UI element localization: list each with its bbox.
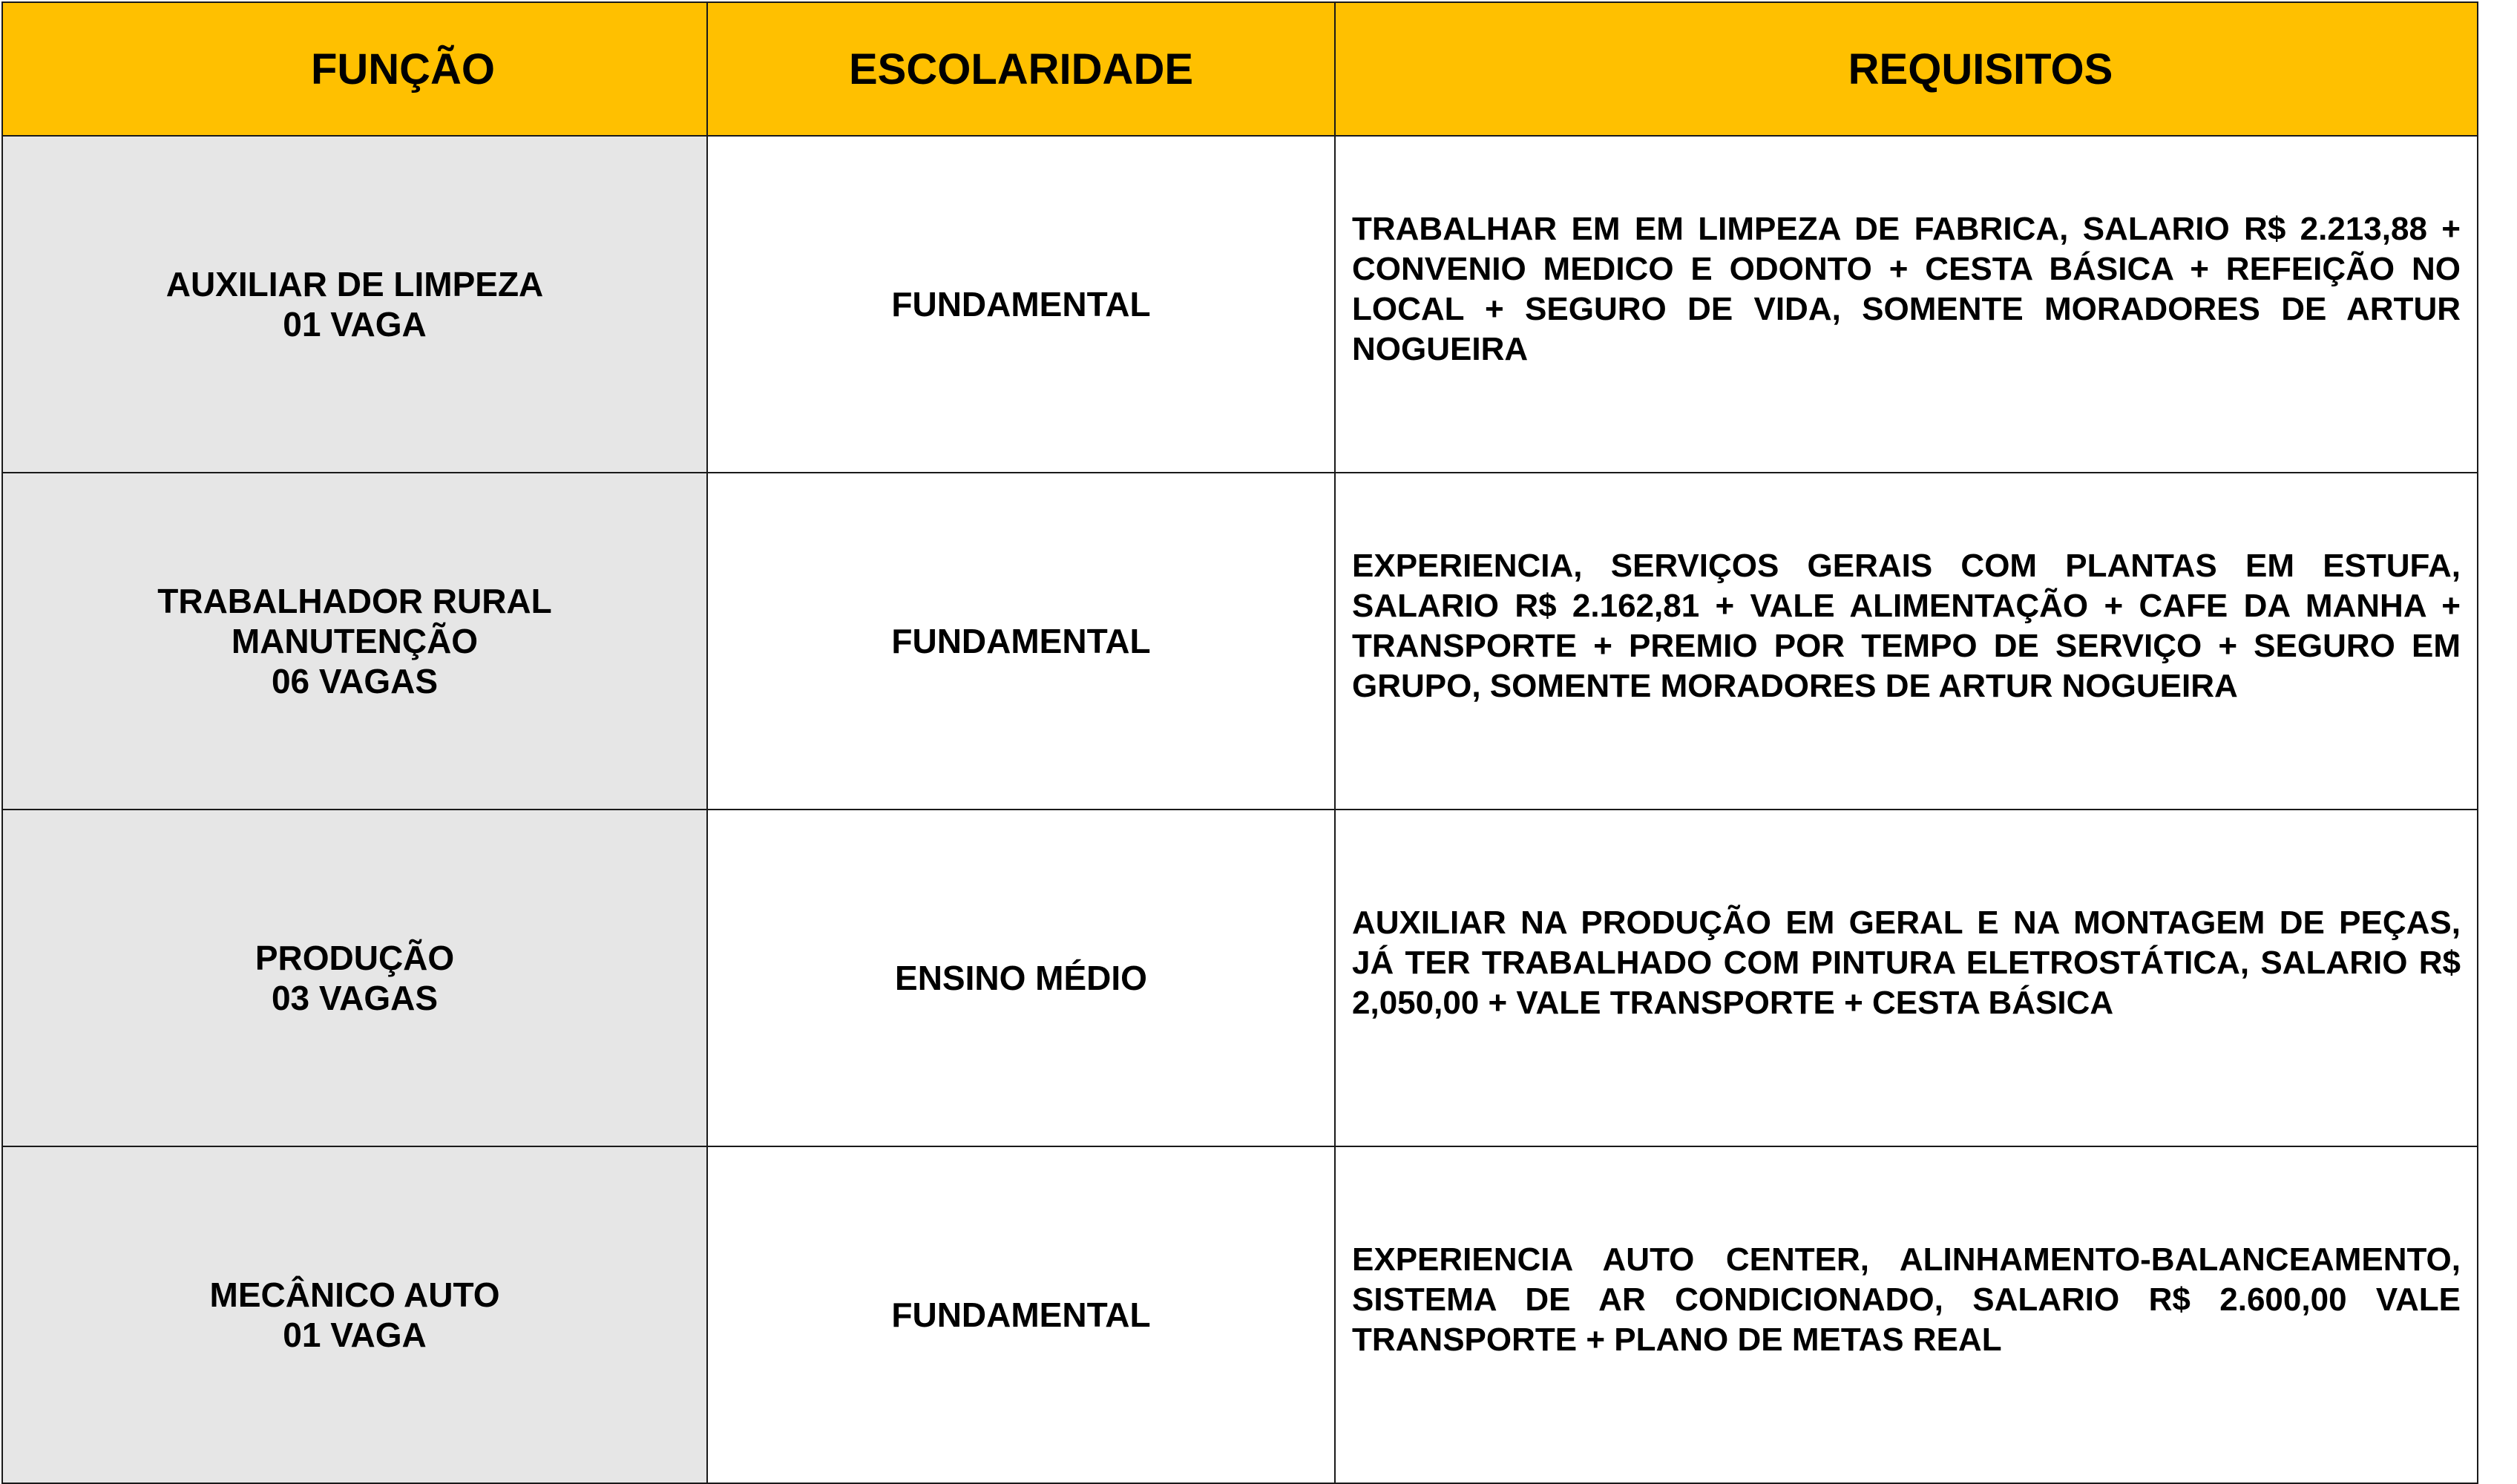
funcao-vagas: 01 VAGA bbox=[283, 305, 427, 344]
jobs-table bbox=[1, 1, 2478, 1484]
requisitos-text: AUXILIAR NA PRODUÇÃO EM GERAL E NA MONTAGEM DE PEÇAS, JÁ TER TRABALHADO COM PINTURA ELETROSTÁTICA, SALARIO R$ 2,050,00 + VALE TRANSPORTE + CESTA BÁSICA bbox=[1352, 904, 2461, 1021]
cell-funcao bbox=[2, 473, 707, 810]
cell-escolaridade: FUNDAMENTAL bbox=[707, 136, 1335, 473]
requisitos-text: EXPERIENCIA, SERVIÇOS GERAIS COM PLANTAS EM ESTUFA, SALARIO R$ 2.162,81 + VALE ALIMENTAÇÃO + CAFE DA MANHA + TRANSPORTE + PREMIO POR TEMPO DE SERVIÇO + SEGURO EM GRUPO, SOMENTE MORADORES DE ARTUR NOGUEIRA bbox=[1352, 548, 2461, 704]
funcao-vagas: 03 VAGAS bbox=[271, 979, 439, 1017]
table-row bbox=[2, 136, 2478, 473]
table-header-row bbox=[2, 2, 2478, 136]
cell-funcao bbox=[2, 1146, 707, 1483]
cell-funcao bbox=[2, 810, 707, 1146]
requisitos-text: TRABALHAR EM EM LIMPEZA DE FABRICA, SALARIO R$ 2.213,88 + CONVENIO MEDICO E ODONTO + CESTA BÁSICA + REFEIÇÃO NO LOCAL + SEGURO DE VIDA, SOMENTE MORADORES DE ARTUR NOGUEIRA bbox=[1352, 211, 2461, 367]
cell-escolaridade: FUNDAMENTAL bbox=[707, 473, 1335, 810]
funcao-title: AUXILIAR DE LIMPEZA bbox=[165, 265, 544, 303]
requisitos-text: EXPERIENCIA AUTO CENTER, ALINHAMENTO-BALANCEAMENTO, SISTEMA DE AR CONDICIONADO, SALARIO R$ 2.600,00 VALE TRANSPORTE + PLANO DE METAS REAL bbox=[1352, 1241, 2461, 1358]
cell-requisitos bbox=[1335, 810, 2478, 1146]
table-row bbox=[2, 810, 2478, 1146]
funcao-vagas: 06 VAGAS bbox=[271, 662, 439, 700]
header-funcao: FUNÇÃO bbox=[2, 2, 707, 136]
cell-escolaridade: FUNDAMENTAL bbox=[707, 1146, 1335, 1483]
cell-requisitos bbox=[1335, 473, 2478, 810]
header-requisitos: REQUISITOS bbox=[1335, 2, 2478, 136]
table-row bbox=[2, 473, 2478, 810]
header-escolaridade: ESCOLARIDADE bbox=[707, 2, 1335, 136]
funcao-title: TRABALHADOR RURAL bbox=[157, 582, 552, 620]
cell-escolaridade: ENSINO MÉDIO bbox=[707, 810, 1335, 1146]
cell-requisitos bbox=[1335, 136, 2478, 473]
funcao-subtitle: MANUTENÇÃO bbox=[231, 622, 479, 660]
funcao-title: PRODUÇÃO bbox=[255, 939, 455, 977]
table-row bbox=[2, 1146, 2478, 1483]
funcao-title: MECÂNICO AUTO bbox=[209, 1275, 500, 1314]
cell-funcao bbox=[2, 136, 707, 473]
funcao-vagas: 01 VAGA bbox=[283, 1316, 427, 1354]
cell-requisitos bbox=[1335, 1146, 2478, 1483]
